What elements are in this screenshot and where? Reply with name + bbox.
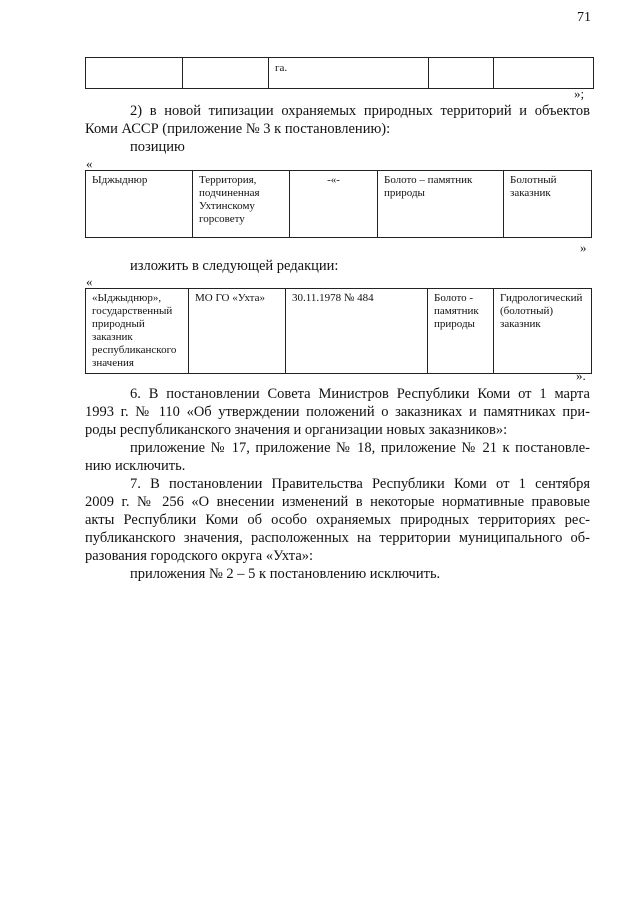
table-row	[86, 171, 592, 238]
para7-line6: приложения № 2 – 5 к постановлению исключить.	[130, 566, 441, 582]
table-cell	[494, 58, 594, 89]
para2-line1: 2) в новой типизации охраняемых природных территорий и объектов	[130, 103, 590, 119]
table-cell: Территория, подчиненная Ухтинскому горсовету	[193, 171, 290, 238]
para6-line5: нию исключить.	[85, 458, 186, 474]
para7-line3: акты Республики Коми об особо охраняемых природных территориях рес-	[85, 512, 590, 528]
para6-line1: 6. В постановлении Совета Министров Республики Коми от 1 марта	[130, 386, 590, 402]
para2-line3: позицию	[130, 139, 185, 155]
table-cell: Ыджыднюр	[86, 171, 193, 238]
para7-line1: 7. В постановлении Правительства Республики Коми от 1 сентября	[130, 476, 590, 492]
table-top-fragment	[85, 57, 594, 89]
table-cell: Болото - памятник природы	[428, 289, 494, 374]
table-cell: «Ыджыднюр», государственный природный заказник республиканского значения	[86, 289, 189, 374]
table-cell: га.	[269, 58, 429, 89]
table-cell: Болото – памятник природы	[378, 171, 504, 238]
para7-line4: публиканского значения, расположенных на территории муниципального об-	[85, 530, 590, 546]
table-cell: -«-	[290, 171, 378, 238]
table-row	[86, 289, 592, 374]
opening-quote: «	[86, 156, 93, 171]
closing-quote: »;	[574, 86, 585, 101]
para6-line3: роды республиканского значения и организации новых заказников»:	[85, 422, 508, 438]
para7-line2: 2009 г. № 256 «О внесении изменений в некоторые нормативные правовые	[85, 494, 590, 510]
page-number: 71	[577, 10, 591, 25]
redaction-line: изложить в следующей редакции:	[130, 258, 339, 274]
table-cell: Болотный заказник	[504, 171, 592, 238]
table-cell: Гидрологический (болотный) заказник	[494, 289, 592, 374]
table-row	[86, 58, 594, 89]
para2-line2: Коми АССР (приложение № 3 к постановлению):	[85, 121, 391, 137]
table-cell	[183, 58, 269, 89]
table-old-position	[85, 170, 592, 238]
closing-quote: »	[580, 240, 587, 255]
table-cell: МО ГО «Ухта»	[189, 289, 286, 374]
para7-line5: разования городского округа «Ухта»:	[85, 548, 314, 564]
para6-line4: приложение № 17, приложение № 18, приложение № 21 к постановле-	[130, 440, 590, 456]
para6-line2: 1993 г. № 110 «Об утверждении положений о заказниках и памятниках при-	[85, 404, 590, 420]
table-cell: 30.11.1978 № 484	[286, 289, 428, 374]
table-new-position	[85, 288, 592, 374]
closing-quote: ».	[576, 368, 586, 383]
table-cell	[429, 58, 494, 89]
table-cell	[86, 58, 183, 89]
opening-quote: «	[86, 274, 93, 289]
